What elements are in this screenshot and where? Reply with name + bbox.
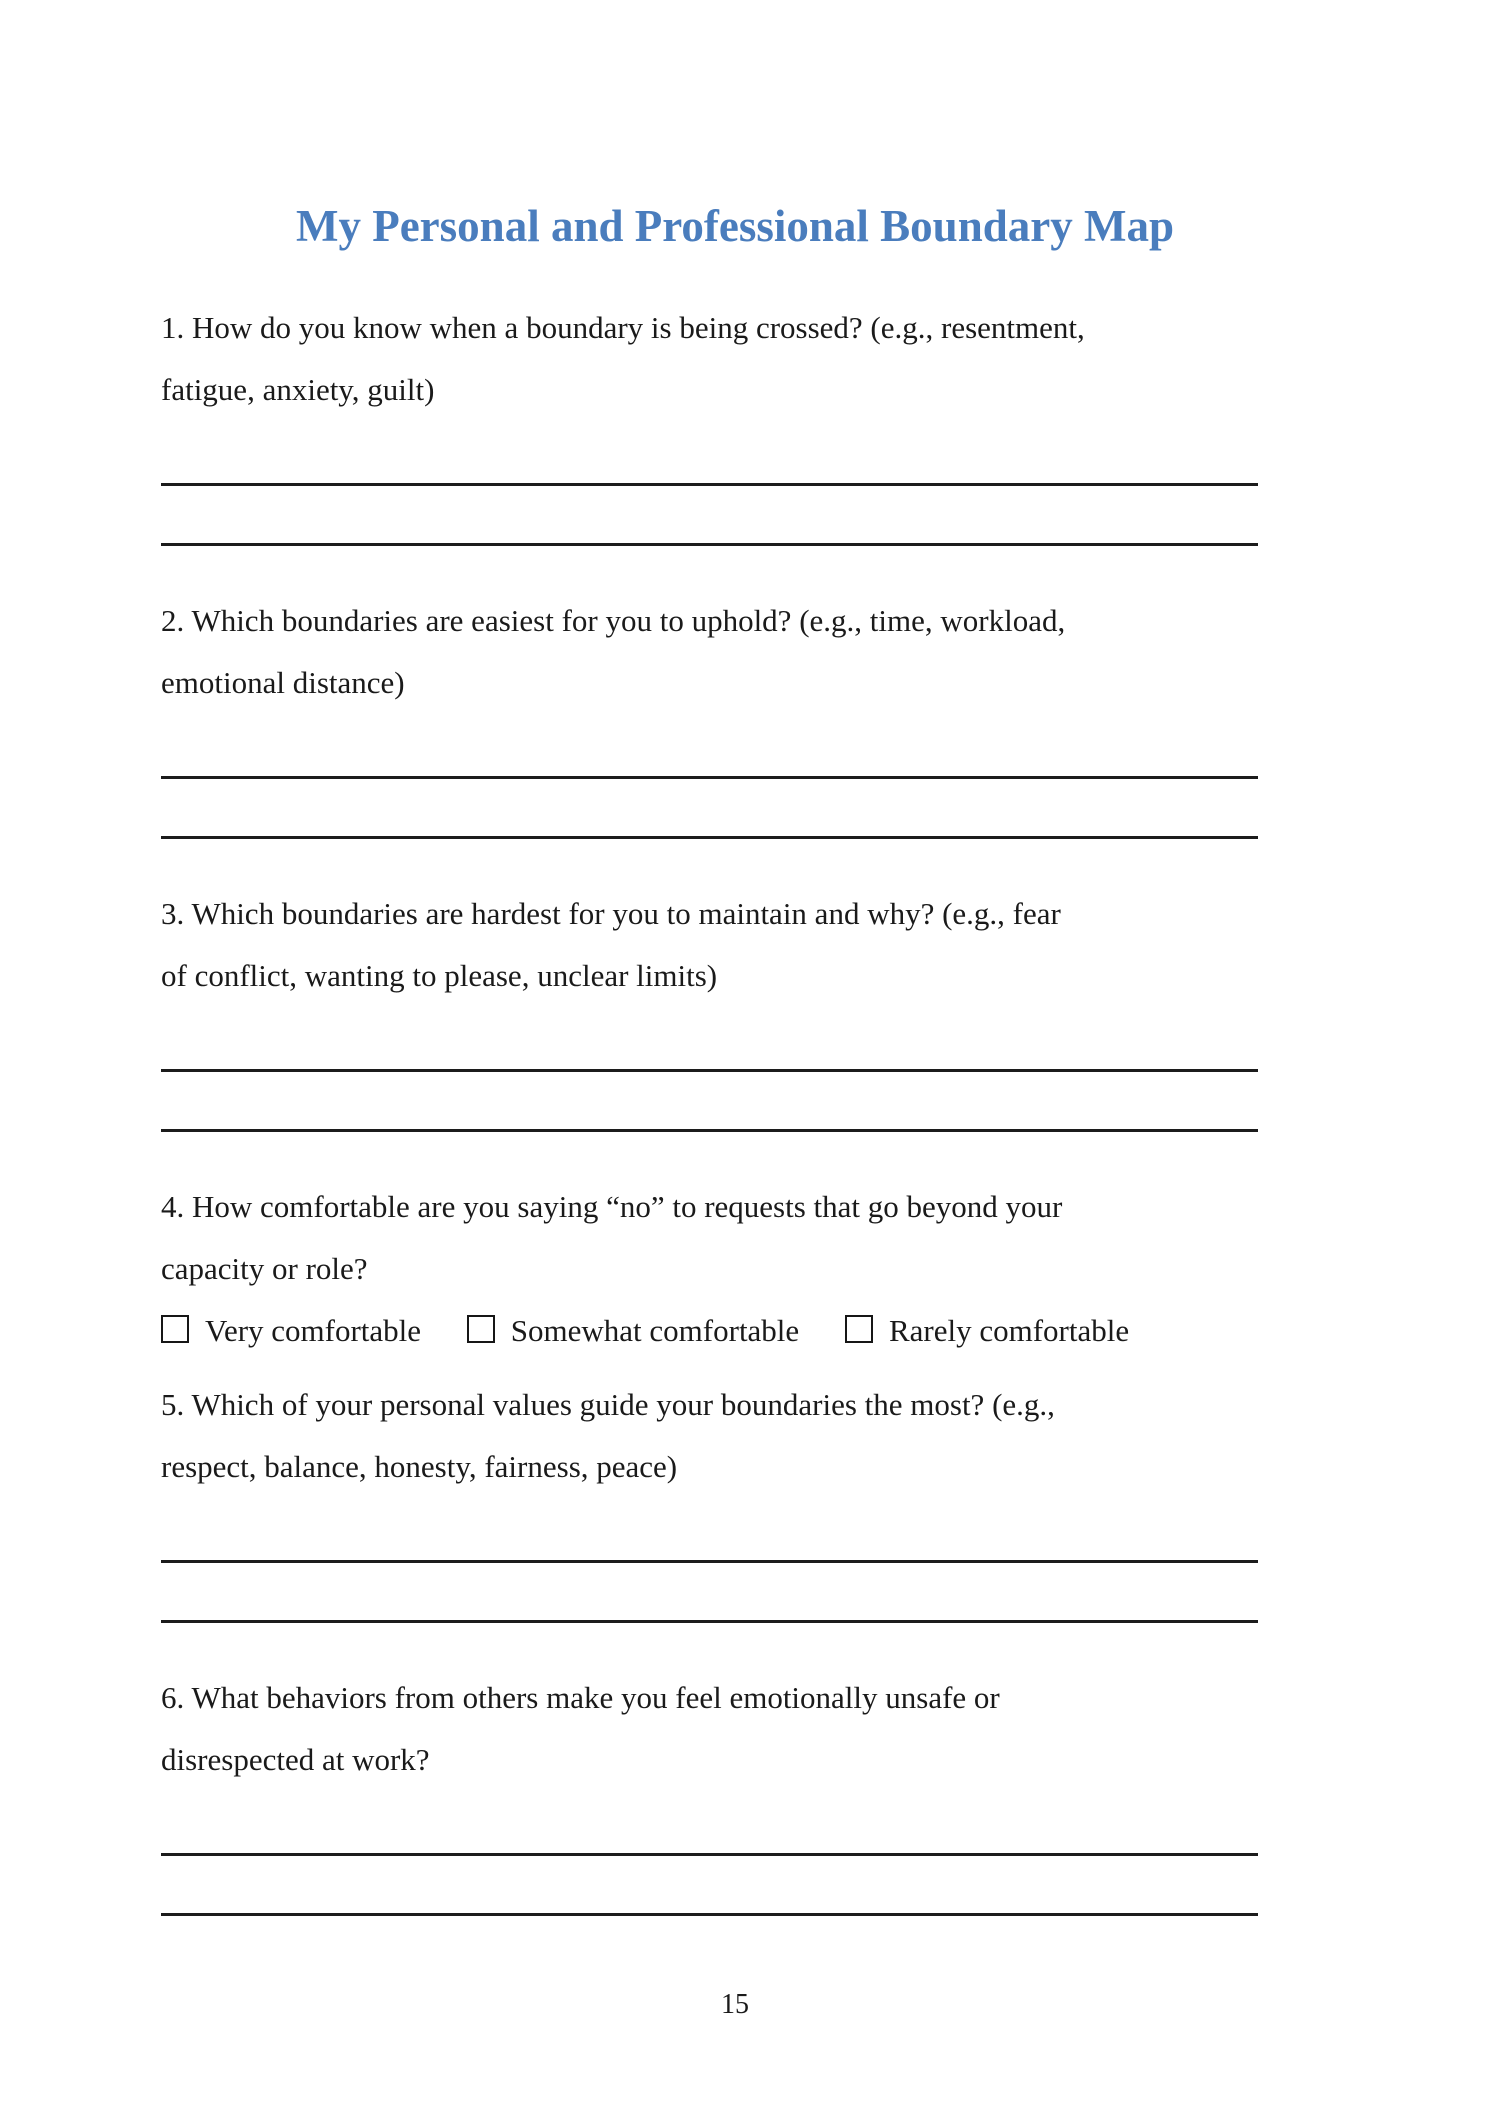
question-1-text xyxy=(161,297,1500,421)
answer-line[interactable] xyxy=(161,421,1258,486)
question-6-text xyxy=(161,1667,1500,1791)
question-3-line-2: of conflict, wanting to please, unclear limits) xyxy=(161,958,718,993)
checkbox-icon[interactable] xyxy=(467,1315,495,1343)
checkbox-label: Very comfortable xyxy=(205,1313,422,1348)
question-2-answer-area xyxy=(161,714,1258,839)
question-2 xyxy=(161,590,1500,839)
checkbox-label: Rarely comfortable xyxy=(888,1313,1130,1348)
question-6-answer-area xyxy=(161,1791,1258,1916)
question-5-line-2: respect, balance, honesty, fairness, peace) xyxy=(161,1449,678,1484)
question-5-line-1: 5. Which of your personal values guide your boundaries the most? (e.g., xyxy=(161,1387,1055,1422)
question-5-answer-area xyxy=(161,1498,1258,1623)
page-number: 15 xyxy=(721,1989,749,2020)
answer-line[interactable] xyxy=(161,1498,1258,1563)
question-1-answer-area xyxy=(161,421,1258,546)
question-5-text xyxy=(161,1374,1500,1498)
question-1-line-1: 1. How do you know when a boundary is being crossed? (e.g., resentment, xyxy=(161,310,1085,345)
answer-line[interactable] xyxy=(161,1791,1258,1856)
answer-line[interactable] xyxy=(161,714,1258,779)
question-6-line-1: 6. What behaviors from others make you feel emotionally unsafe or xyxy=(161,1680,1000,1715)
question-2-line-2: emotional distance) xyxy=(161,665,405,700)
question-4-line-1: 4. How comfortable are you saying “no” to requests that go beyond your xyxy=(161,1189,1063,1224)
question-4 xyxy=(161,1176,1500,1362)
question-4-options xyxy=(161,1300,1500,1362)
question-3-line-1: 3. Which boundaries are hardest for you to maintain and why? (e.g., fear xyxy=(161,896,1061,931)
checkbox-option-rarely-comfortable[interactable] xyxy=(845,1313,1129,1348)
page-title: My Personal and Professional Boundary Map xyxy=(296,201,1174,251)
answer-line[interactable] xyxy=(161,1072,1258,1132)
answer-line[interactable] xyxy=(161,779,1258,839)
checkbox-option-somewhat-comfortable[interactable] xyxy=(467,1313,799,1348)
answer-line[interactable] xyxy=(161,1563,1258,1623)
checkbox-option-very-comfortable[interactable] xyxy=(161,1313,421,1348)
question-4-text xyxy=(161,1176,1500,1362)
answer-line[interactable] xyxy=(161,1856,1258,1916)
answer-line[interactable] xyxy=(161,1007,1258,1072)
question-1 xyxy=(161,297,1500,546)
question-1-line-2: fatigue, anxiety, guilt) xyxy=(161,372,435,407)
question-3-text xyxy=(161,883,1500,1007)
checkbox-icon[interactable] xyxy=(161,1315,189,1343)
question-6-line-2: disrespected at work? xyxy=(161,1742,430,1777)
question-4-line-2: capacity or role? xyxy=(161,1251,368,1286)
question-6 xyxy=(161,1667,1500,1916)
question-3 xyxy=(161,883,1500,1132)
question-2-text xyxy=(161,590,1500,714)
question-5 xyxy=(161,1374,1500,1623)
checkbox-icon[interactable] xyxy=(845,1315,873,1343)
checkbox-label: Somewhat comfortable xyxy=(510,1313,800,1348)
question-3-answer-area xyxy=(161,1007,1258,1132)
question-2-line-1: 2. Which boundaries are easiest for you to uphold? (e.g., time, workload, xyxy=(161,603,1066,638)
answer-line[interactable] xyxy=(161,486,1258,546)
